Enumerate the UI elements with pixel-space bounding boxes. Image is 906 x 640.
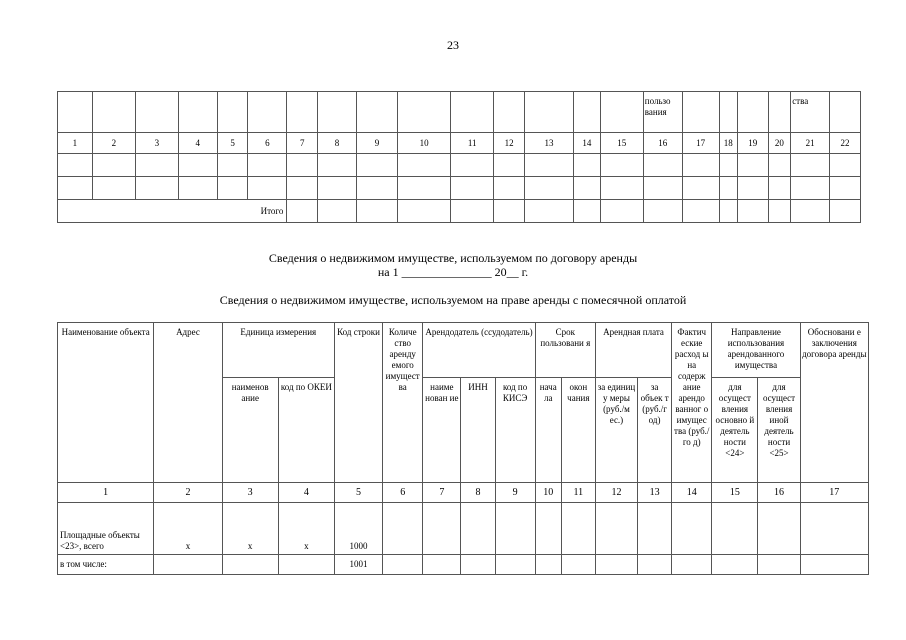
table-header-row [58, 323, 869, 378]
table-cell [451, 200, 494, 223]
column-number: 7 [423, 483, 461, 503]
table-row [58, 555, 869, 575]
table-cell [719, 177, 737, 200]
table-cell [768, 154, 791, 177]
table-cell [758, 555, 800, 575]
col-header-rent-object: за объек т (руб./г од) [638, 378, 672, 483]
top-header-cell: ства [791, 92, 830, 133]
top-header-cell [217, 92, 248, 133]
row-name: в том числе: [58, 555, 154, 575]
column-number: 14 [574, 133, 601, 154]
table-cell [682, 200, 719, 223]
table-cell [287, 177, 318, 200]
column-number: 13 [524, 133, 573, 154]
column-number: 7 [287, 133, 318, 154]
table-cell [357, 154, 398, 177]
top-header-cell [357, 92, 398, 133]
col-header-term-start: нача ла [535, 378, 561, 483]
table-cell [357, 200, 398, 223]
table-cell [535, 503, 561, 555]
table-cell [397, 154, 450, 177]
table-cell [737, 154, 768, 177]
column-number: 1 [58, 483, 154, 503]
col-header-rent-unit: за единиц у меры (руб./м ес.) [595, 378, 637, 483]
table-cell [600, 177, 643, 200]
column-number: 16 [758, 483, 800, 503]
col-header-code: Код строки [334, 323, 382, 483]
table-cell [768, 200, 791, 223]
table-cell [451, 154, 494, 177]
col-header-justification: Обосновани е заключения договора аренды [800, 323, 868, 483]
table-cell [495, 503, 535, 555]
top-header-cell [451, 92, 494, 133]
table-cell [58, 154, 93, 177]
column-number: 14 [672, 483, 712, 503]
table-cell [574, 177, 601, 200]
column-number: 21 [791, 133, 830, 154]
table-cell [638, 555, 672, 575]
column-number: 12 [595, 483, 637, 503]
column-number: 8 [318, 133, 357, 154]
table-cell [423, 555, 461, 575]
col-header-lessor-kise: код по КИСЭ [495, 378, 535, 483]
total-label: Итого [58, 200, 287, 223]
table-cell [643, 177, 682, 200]
col-header-term: Срок пользовани я [535, 323, 595, 378]
table-cell [791, 200, 830, 223]
top-header-cell [135, 92, 178, 133]
column-number: 6 [248, 133, 287, 154]
top-table-number-row [58, 133, 861, 154]
table-cell [494, 177, 525, 200]
col-header-direction: Направление использования арендованного имущества [712, 323, 800, 378]
row-name: Площадные объекты <23>, всего [58, 503, 154, 555]
column-number: 11 [561, 483, 595, 503]
top-table [57, 91, 861, 223]
top-header-cell: пользо вания [643, 92, 682, 133]
table-cell [524, 154, 573, 177]
column-number: 6 [383, 483, 423, 503]
table-cell [595, 503, 637, 555]
table-cell [383, 503, 423, 555]
top-header-cell [737, 92, 768, 133]
table-cell [682, 177, 719, 200]
table-cell [758, 503, 800, 555]
property-table [57, 322, 869, 575]
col-header-name: Наименование объекта [58, 323, 154, 483]
col-header-lessor-name: наиме нован ие [423, 378, 461, 483]
table-cell [217, 154, 248, 177]
table-cell [535, 555, 561, 575]
table-cell [58, 177, 93, 200]
table-cell [178, 154, 217, 177]
table-cell [154, 555, 222, 575]
total-row [58, 200, 861, 223]
column-number-row [58, 483, 869, 503]
column-number: 17 [682, 133, 719, 154]
table-cell [248, 154, 287, 177]
table-cell [135, 154, 178, 177]
top-header-cell [248, 92, 287, 133]
table-cell [574, 200, 601, 223]
col-header-lessor: Арендодатель (ссудодатель) [423, 323, 535, 378]
table-row [58, 154, 861, 177]
col-header-direction-main: для осущест вления основно й деятель ности <24> [712, 378, 758, 483]
report-date-line: на 1 _______________ 20__ г. [377, 265, 529, 279]
column-number: 15 [600, 133, 643, 154]
column-number: 2 [92, 133, 135, 154]
table-cell [595, 555, 637, 575]
table-cell [287, 200, 318, 223]
top-header-cell [92, 92, 135, 133]
table-cell [217, 177, 248, 200]
table-cell [397, 177, 450, 200]
top-header-cell [600, 92, 643, 133]
column-number: 5 [217, 133, 248, 154]
col-header-unit: Единица измерения [222, 323, 334, 378]
table-cell [561, 555, 595, 575]
table-cell [357, 177, 398, 200]
top-header-cell [178, 92, 217, 133]
row-address: x [154, 503, 222, 555]
table-cell [287, 154, 318, 177]
table-cell [712, 503, 758, 555]
column-number: 19 [737, 133, 768, 154]
table-cell [737, 177, 768, 200]
col-header-direction-other: для осущест вления иной деятель ности <25> [758, 378, 800, 483]
table-cell [248, 177, 287, 200]
column-number: 4 [178, 133, 217, 154]
table-cell [524, 200, 573, 223]
row-code: 1001 [334, 555, 382, 575]
table-cell [830, 177, 861, 200]
column-number: 20 [768, 133, 791, 154]
table-cell [830, 200, 861, 223]
column-number: 3 [135, 133, 178, 154]
table-cell [423, 503, 461, 555]
table-cell [135, 177, 178, 200]
column-number: 1 [58, 133, 93, 154]
col-header-quantity: Количе ство аренду емого имущест ва [383, 323, 423, 483]
column-number: 4 [278, 483, 334, 503]
table-cell [461, 503, 495, 555]
column-number: 10 [397, 133, 450, 154]
table-cell [768, 177, 791, 200]
column-number: 16 [643, 133, 682, 154]
column-number: 10 [535, 483, 561, 503]
column-number: 2 [154, 483, 222, 503]
table-cell [800, 503, 868, 555]
col-header-unit-okei: код по ОКЕИ [278, 378, 334, 483]
table-cell [494, 200, 525, 223]
table-cell [178, 177, 217, 200]
col-header-address: Адрес [154, 323, 222, 483]
top-header-cell [397, 92, 450, 133]
column-number: 3 [222, 483, 278, 503]
table-cell [791, 154, 830, 177]
table-cell [719, 200, 737, 223]
table-cell [672, 555, 712, 575]
table-cell [494, 154, 525, 177]
table-cell [495, 555, 535, 575]
top-header-cell [682, 92, 719, 133]
column-number: 8 [461, 483, 495, 503]
table-cell [397, 200, 450, 223]
table-cell [800, 555, 868, 575]
table-cell [638, 503, 672, 555]
table-cell [318, 200, 357, 223]
column-number: 18 [719, 133, 737, 154]
table-cell [830, 154, 861, 177]
table-cell [92, 154, 135, 177]
table-cell [561, 503, 595, 555]
top-header-cell [58, 92, 93, 133]
table-cell [600, 200, 643, 223]
top-header-cell [524, 92, 573, 133]
col-header-lessor-inn: ИНН [461, 378, 495, 483]
column-number: 12 [494, 133, 525, 154]
col-header-unit-name: наименов ание [222, 378, 278, 483]
table-cell [574, 154, 601, 177]
table-row [58, 503, 869, 555]
table-cell [643, 200, 682, 223]
top-header-cell [318, 92, 357, 133]
table-cell [712, 555, 758, 575]
column-number: 17 [800, 483, 868, 503]
section-heading: Сведения о недвижимом имуществе, используемом по договору аренды [268, 251, 638, 265]
col-header-actual-costs: Фактич еские расход ы на содерж ание арендо ванног о имущес тва (руб./го д) [672, 323, 712, 483]
table-cell [524, 177, 573, 200]
top-table-header-row [58, 92, 861, 133]
table-cell [719, 154, 737, 177]
table-cell [318, 154, 357, 177]
top-header-cell [574, 92, 601, 133]
table-title: Сведения о недвижимом имуществе, используемом на праве аренды с помесячной оплатой [219, 293, 687, 307]
page-number: 23 [447, 38, 459, 52]
row-code: 1000 [334, 503, 382, 555]
row-unit-name: x [222, 503, 278, 555]
table-cell [461, 555, 495, 575]
table-cell [318, 177, 357, 200]
table-cell [383, 555, 423, 575]
column-number: 13 [638, 483, 672, 503]
table-cell [682, 154, 719, 177]
column-number: 5 [334, 483, 382, 503]
table-cell [600, 154, 643, 177]
top-header-cell [287, 92, 318, 133]
top-header-cell [494, 92, 525, 133]
table-row [58, 177, 861, 200]
row-unit-okei: x [278, 503, 334, 555]
col-header-term-end: окон чания [561, 378, 595, 483]
table-cell [222, 555, 278, 575]
column-number: 9 [357, 133, 398, 154]
table-cell [737, 200, 768, 223]
top-header-cell [830, 92, 861, 133]
table-cell [278, 555, 334, 575]
table-cell [672, 503, 712, 555]
top-header-cell [768, 92, 791, 133]
table-cell [451, 177, 494, 200]
table-cell [791, 177, 830, 200]
column-number: 9 [495, 483, 535, 503]
column-number: 15 [712, 483, 758, 503]
table-cell [92, 177, 135, 200]
table-cell [643, 154, 682, 177]
top-header-cell [719, 92, 737, 133]
column-number: 11 [451, 133, 494, 154]
col-header-rent: Арендная плата [595, 323, 671, 378]
column-number: 22 [830, 133, 861, 154]
